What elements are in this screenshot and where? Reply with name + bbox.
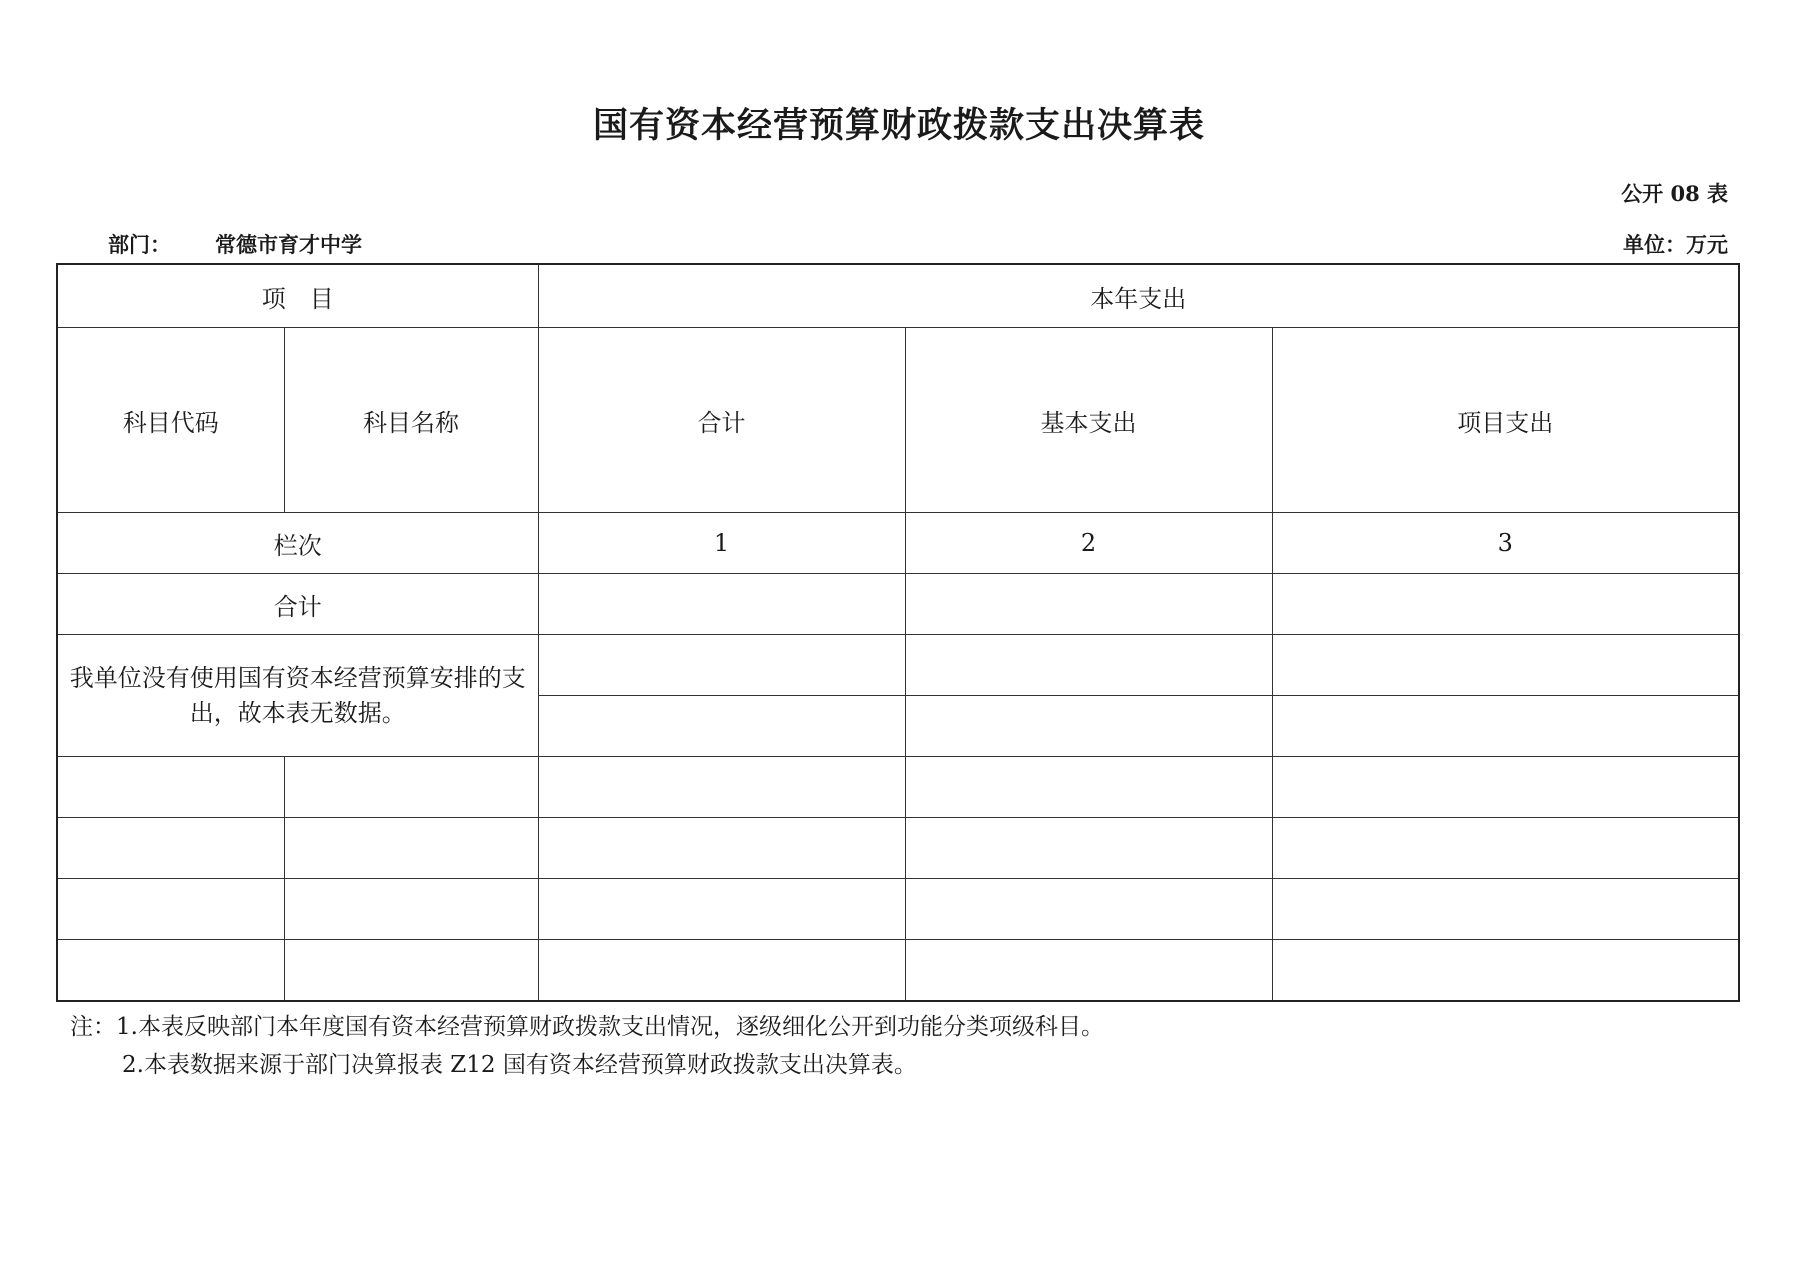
header-row-1 <box>57 264 1739 328</box>
empty-cell <box>284 940 538 1002</box>
empty-cell <box>1272 940 1739 1002</box>
col-header-code: 科目代码 <box>57 328 284 513</box>
empty-cell <box>538 757 905 818</box>
footnote-2: 2.本表数据来源于部门决算报表 Z12 国有资本经营预算财政拨款支出决算表。 <box>122 1052 917 1078</box>
table-row <box>57 818 1739 879</box>
empty-cell <box>1272 818 1739 879</box>
form-code: 公开 08 表 <box>1621 181 1728 206</box>
col-header-total: 合计 <box>538 328 905 513</box>
footnote-1: 注：1.本表反映部门本年度国有资本经营预算财政拨款支出情况，逐级细化公开到功能分类项级科目。 <box>70 1014 1104 1040</box>
empty-cell <box>57 818 284 879</box>
empty-cell <box>1272 879 1739 940</box>
department-name: 常德市育才中学 <box>215 232 362 257</box>
empty-cell <box>905 940 1272 1002</box>
no-data-note: 我单位没有使用国有资本经营预算安排的支出，故本表无数据。 <box>57 635 538 757</box>
empty-cell <box>905 635 1272 696</box>
footnotes <box>70 1008 1104 1084</box>
empty-cell <box>1272 757 1739 818</box>
table-row <box>57 879 1739 940</box>
empty-cell <box>905 696 1272 757</box>
empty-cell <box>57 940 284 1002</box>
header-item: 项 目 <box>57 264 538 328</box>
total-cell <box>1272 574 1739 635</box>
empty-cell <box>284 818 538 879</box>
empty-cell <box>538 879 905 940</box>
budget-expenditure-table <box>56 263 1740 1002</box>
empty-cell <box>538 696 905 757</box>
total-cell <box>905 574 1272 635</box>
col-header-project: 项目支出 <box>1272 328 1739 513</box>
index-cell: 2 <box>905 513 1272 574</box>
col-header-basic: 基本支出 <box>905 328 1272 513</box>
empty-cell <box>538 818 905 879</box>
table-row <box>57 635 1739 696</box>
index-cell: 1 <box>538 513 905 574</box>
table-row <box>57 757 1739 818</box>
page-title: 国有资本经营预算财政拨款支出决算表 <box>592 105 1205 146</box>
index-cell: 3 <box>1272 513 1739 574</box>
unit-label: 单位：万元 <box>1623 232 1728 257</box>
index-row-label: 栏次 <box>57 513 538 574</box>
empty-cell <box>905 818 1272 879</box>
header-row-2 <box>57 328 1739 513</box>
total-cell <box>538 574 905 635</box>
department-label: 部门： <box>108 232 171 257</box>
total-row-label: 合计 <box>57 574 538 635</box>
table-row <box>57 940 1739 1002</box>
empty-cell <box>284 879 538 940</box>
empty-cell <box>538 940 905 1002</box>
empty-cell <box>905 757 1272 818</box>
empty-cell <box>284 757 538 818</box>
header-current-year: 本年支出 <box>538 264 1739 328</box>
index-row <box>57 513 1739 574</box>
empty-cell <box>538 635 905 696</box>
col-header-name: 科目名称 <box>284 328 538 513</box>
empty-cell <box>57 879 284 940</box>
empty-cell <box>1272 635 1739 696</box>
empty-cell <box>905 879 1272 940</box>
total-row <box>57 574 1739 635</box>
empty-cell <box>57 757 284 818</box>
empty-cell <box>1272 696 1739 757</box>
